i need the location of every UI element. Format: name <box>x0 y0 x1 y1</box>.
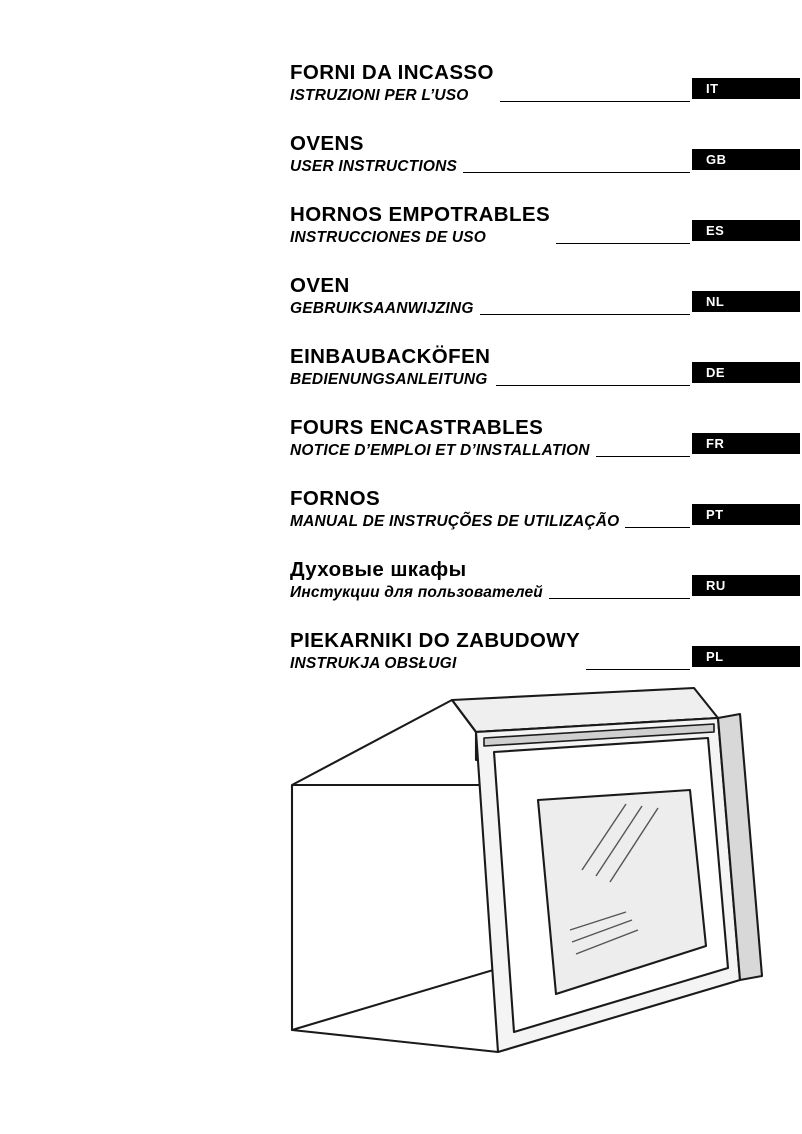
language-text-block <box>290 131 457 176</box>
language-subtitle: INSTRUKJA OBSŁUGI <box>290 655 457 672</box>
language-rule <box>480 314 690 315</box>
language-rule <box>586 669 690 670</box>
language-row <box>0 415 802 486</box>
language-row <box>0 131 802 202</box>
language-text-block <box>290 202 550 247</box>
language-subtitle: NOTICE D’EMPLOI ET D’INSTALLATION <box>290 442 590 459</box>
language-row <box>0 60 802 131</box>
language-row <box>0 557 802 628</box>
language-title: EINBAUBACKÖFEN <box>290 345 491 368</box>
language-subtitle: USER INSTRUCTIONS <box>290 158 458 175</box>
built-in-oven-line-drawing <box>270 680 790 1080</box>
language-row <box>0 273 802 344</box>
language-row <box>0 344 802 415</box>
language-row <box>0 486 802 557</box>
language-subtitle: ISTRUZIONI PER L’USO <box>290 87 469 104</box>
language-text-block <box>290 628 580 673</box>
language-subtitle: BEDIENUNGSANLEITUNG <box>290 371 488 388</box>
language-subtitle: GEBRUIKSAANWIJZING <box>290 300 474 317</box>
language-list <box>0 60 802 699</box>
language-row <box>0 202 802 273</box>
language-title: Духовые шкафы <box>290 558 467 581</box>
language-text-block <box>290 486 619 531</box>
language-title: HORNOS EMPOTRABLES <box>290 203 551 226</box>
language-rule <box>556 243 690 244</box>
page-footer-space <box>0 1094 802 1134</box>
language-rule <box>496 385 690 386</box>
oven-illustration <box>270 680 790 1080</box>
language-rule <box>549 598 690 599</box>
language-text-block <box>290 415 590 460</box>
language-text-block <box>290 60 494 105</box>
language-text-block <box>290 557 543 602</box>
language-rule <box>500 101 690 102</box>
language-title: PIEKARNIKI DO ZABUDOWY <box>290 629 581 652</box>
language-code-tag: DE <box>692 362 800 383</box>
language-text-block <box>290 273 474 318</box>
language-subtitle: MANUAL DE INSTRUÇÕES DE UTILIZAÇÃO <box>290 513 620 530</box>
language-title: FORNI DA INCASSO <box>290 61 494 84</box>
language-code-tag: GB <box>692 149 800 170</box>
language-title: FOURS ENCASTRABLES <box>290 416 544 439</box>
language-rule <box>463 172 690 173</box>
language-rule <box>625 527 690 528</box>
language-text-block <box>290 344 490 389</box>
language-code-tag: NL <box>692 291 800 312</box>
language-title: OVENS <box>290 132 364 155</box>
language-title: FORNOS <box>290 487 381 510</box>
language-code-tag: IT <box>692 78 800 99</box>
language-code-tag: RU <box>692 575 800 596</box>
language-code-tag: PT <box>692 504 800 525</box>
language-subtitle: INSTRUCCIONES DE USO <box>290 229 487 246</box>
language-subtitle: Инстукции для пользователей <box>290 584 543 601</box>
language-title: OVEN <box>290 274 350 297</box>
language-rule <box>596 456 690 457</box>
language-code-tag: PL <box>692 646 800 667</box>
language-code-tag: FR <box>692 433 800 454</box>
language-code-tag: ES <box>692 220 800 241</box>
